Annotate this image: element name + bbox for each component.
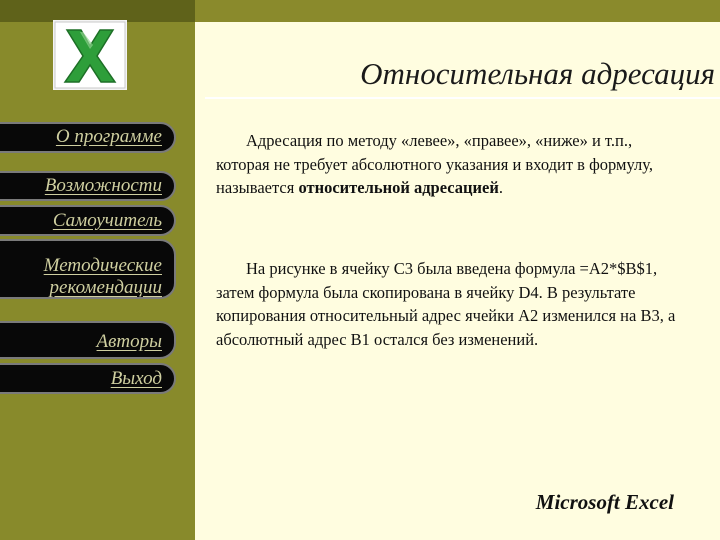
title-underline — [205, 97, 720, 99]
nav-authors-button[interactable] — [0, 321, 176, 359]
nav-tutorial-label: Самоучитель — [52, 210, 162, 231]
nav-features-label: Возможности — [44, 175, 162, 196]
excel-logo-icon — [53, 20, 127, 90]
nav-exit-label: Выход — [110, 368, 162, 389]
paragraph-example: На рисунке в ячейку С3 была введена формула =А2*$B$1, затем формула была скопирована в ячейку D4. В результате копирования относительный адрес ячейки А2 изменился на В3, а абсолютный адрес В1 остался без изменений. — [216, 259, 676, 349]
top-strip-accent — [0, 0, 195, 22]
nav-features-button[interactable] — [0, 171, 176, 201]
paragraph-definition-text: Адресация по методу «левее», «правее», «ниже» и т.п., которая не требует абсолютного указания и входит в формулу, называется — [216, 131, 653, 197]
nav-about-button[interactable] — [0, 122, 176, 153]
paragraph-definition-term: относительной адресацией — [298, 178, 499, 197]
footer-brand: Microsoft Excel — [535, 490, 674, 514]
paragraph-definition — [216, 129, 686, 200]
nav-authors-label: Авторы — [96, 331, 162, 352]
nav-guidelines-button[interactable] — [0, 239, 176, 299]
nav-guidelines-label-2: рекомендации — [49, 277, 162, 298]
slide-title: Относительная адресация — [360, 56, 715, 91]
nav-guidelines-label-1: Методические — [43, 255, 162, 276]
nav-about-label: О программе — [55, 126, 162, 147]
nav-exit-button[interactable] — [0, 363, 176, 394]
top-strip — [195, 0, 720, 22]
paragraph-definition-end: . — [498, 178, 504, 197]
nav-tutorial-button[interactable] — [0, 205, 176, 236]
